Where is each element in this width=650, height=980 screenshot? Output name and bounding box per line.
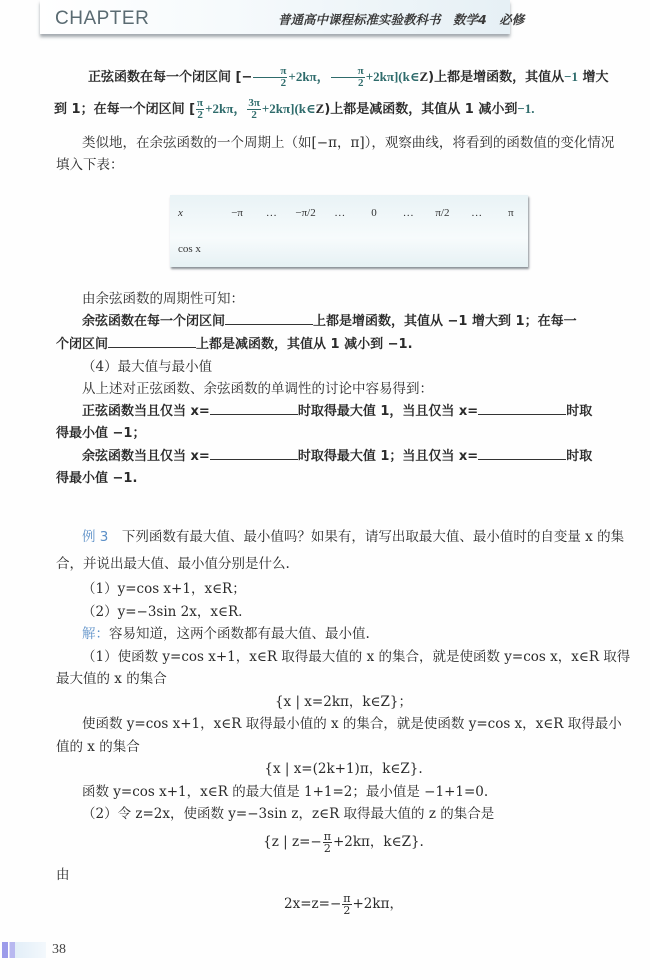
- text: 正弦函数当且仅当 x=: [82, 404, 210, 419]
- example-label: 例 3: [82, 529, 109, 545]
- math: +2kπ](k∈: [365, 69, 420, 84]
- text: 得最小值 −1.: [56, 471, 138, 486]
- text: 正弦函数在每一个闭区间 [−: [88, 70, 253, 85]
- math: +2kπ，: [288, 69, 330, 84]
- text: 余弦函数当且仅当 x=: [82, 449, 210, 464]
- text: 由余弦函数的周期性可知：: [82, 291, 244, 307]
- text: )上都是增函数，其值从: [428, 70, 565, 85]
- text: 上都是增函数，其值从 −1 增大到 1；在每一: [313, 314, 577, 329]
- table-row-cos: [170, 231, 528, 267]
- text: 余弦函数在每一个闭区间: [82, 314, 226, 329]
- text: 时取得最大值 1，当且仅当 x=: [297, 404, 479, 419]
- cos-value-table: [170, 195, 528, 267]
- page-number: 38: [52, 942, 66, 957]
- fill-blank[interactable]: [225, 310, 313, 325]
- math: +2kπ](k∈: [261, 101, 316, 116]
- set-expression: {x | x=(2k+1)π，k∈Z}.: [264, 761, 423, 777]
- fraction-3pi-over-2: $\frac{3\pi}{2}$: [248, 97, 260, 121]
- sine-monotonic-paragraph: [54, 62, 622, 126]
- example-question: 下列函数有最大值、最小值吗？如果有，请写出取最大值、最小值时的自变量 x 的集合，并说出最大值、最小值分别是什么.: [56, 529, 625, 572]
- text: 由: [56, 866, 70, 883]
- running-header: [40, 0, 525, 34]
- table-cell: −π: [231, 207, 243, 219]
- text: 到 1；在每一个闭区间 [: [54, 102, 196, 117]
- table-row-x: [170, 195, 528, 231]
- text: 增大: [578, 70, 609, 85]
- text: )上都是减函数，其值从 1 减小到: [324, 102, 518, 117]
- table-cell: …: [471, 207, 483, 219]
- example-item: （1）y=cos x+1，x∈R；: [82, 581, 246, 597]
- fill-blank[interactable]: [210, 445, 298, 460]
- section-heading: （4）最大值与最小值: [82, 359, 213, 375]
- fill-blank[interactable]: [478, 445, 566, 460]
- set-expression: {x | x=2kπ，k∈Z}；: [274, 693, 413, 710]
- table-cell: π: [508, 207, 514, 219]
- book-title: 普通高中课程标准实验教科书 数学4 必修: [278, 12, 525, 27]
- page-number-decoration: [2, 942, 46, 958]
- text: 得最小值 −1；: [56, 426, 146, 441]
- fraction-pi-over-2: $\frac{\pi}{2}$: [197, 97, 204, 121]
- math: −1.: [517, 101, 535, 116]
- cos-intro-paragraph: 类似地，在余弦函数的一个周期上（如[−π，π]），观察曲线，将看到的函数值的变化情况填入下表：: [56, 135, 615, 173]
- math: +2kπ，: [205, 101, 247, 116]
- text: （2）令 z=2x，使函数 y=−3sin z，z∈R 取得最大值的 z 的集合是: [82, 806, 495, 822]
- text: 使函数 y=cos x+1，x∈R 取得最小值的 x 的集合，就是使函数 y=cos x，x∈R 取得最小值的 x 的集合: [56, 716, 622, 755]
- table-cell: …: [402, 207, 414, 219]
- fill-blank[interactable]: [210, 400, 298, 415]
- table-cell: …: [265, 207, 277, 219]
- text: 时取: [566, 404, 593, 419]
- table-cell: x: [178, 207, 183, 219]
- math: −1: [564, 69, 579, 84]
- fraction-pi-over-2: $\frac{\pi}{2}$: [253, 66, 287, 89]
- set-expression: {z | z=− $\frac{\pi}{2}$ +2kπ，k∈Z}.: [263, 829, 424, 855]
- set-Z: Z: [419, 69, 429, 84]
- example-item: （2）y=−3sin 2x，x∈R.: [82, 603, 243, 620]
- text: 从上述对正弦函数、余弦函数的单调性的讨论中容易得到：: [82, 381, 433, 397]
- table-cell: …: [334, 207, 346, 219]
- table-cell: π/2: [435, 207, 450, 219]
- text: 函数 y=cos x+1，x∈R 的最大值是 1+1=2；最小值是 −1+1=0.: [82, 783, 489, 800]
- set-Z: Z: [315, 101, 325, 116]
- text: 个闭区间: [56, 337, 109, 352]
- chapter-label: CHAPTER: [55, 8, 150, 29]
- text: 上都是减函数，其值从 1 减小到 −1.: [196, 337, 413, 352]
- table-cell: −π/2: [295, 207, 316, 219]
- fill-blank[interactable]: [108, 333, 196, 348]
- equation: 2x=z=− $\frac{\pi}{2}$ +2kπ，: [284, 892, 403, 917]
- solution-label: 解：: [82, 626, 109, 642]
- fraction-pi-over-2: $\frac{\pi}{2}$: [331, 66, 365, 89]
- table-cell: 0: [371, 207, 377, 219]
- fill-blank[interactable]: [478, 400, 566, 415]
- text: （1）使函数 y=cos x+1，x∈R 取得最大值的 x 的集合，就是使函数 y=cos x，x∈R 取得最大值的 x 的集合: [56, 648, 631, 687]
- cos-period-section: [56, 288, 626, 490]
- text: 时取: [566, 449, 593, 464]
- text: 时取得最大值 1；当且仅当 x=: [297, 449, 479, 464]
- text: 容易知道，这两个函数都有最大值、最小值.: [109, 626, 370, 642]
- table-cell: cos x: [178, 243, 201, 255]
- example-3: [56, 524, 631, 922]
